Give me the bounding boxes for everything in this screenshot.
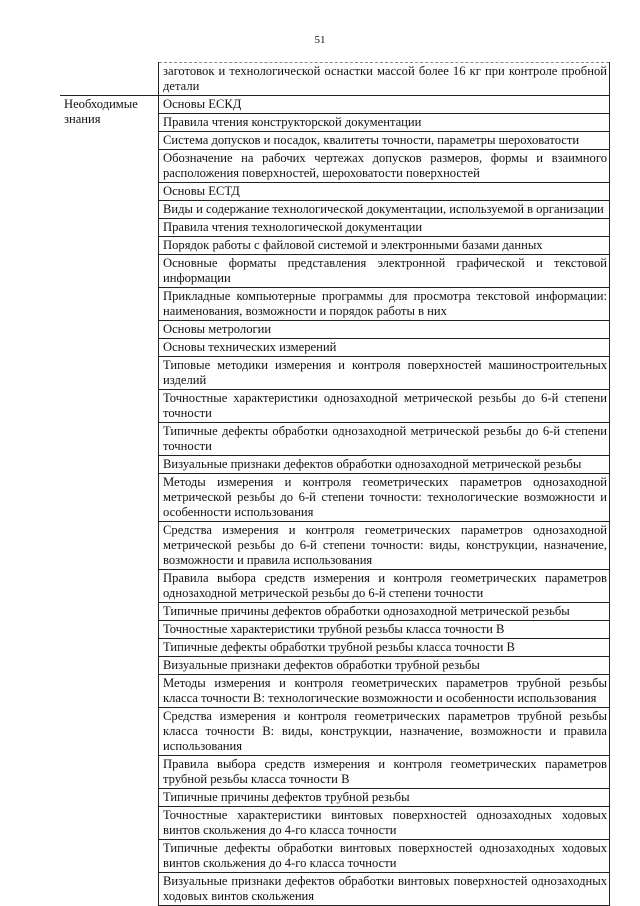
- table-body: [60, 63, 610, 906]
- knowledge-item: Средства измерения и контроля геометрических параметров однозаходной метрической резьбы до 6-й степени точности: виды, конструкции, назначение, возможности и правила использования: [159, 522, 610, 570]
- knowledge-item: Правила чтения конструкторской документации: [159, 114, 610, 132]
- knowledge-item: Средства измерения и контроля геометрических параметров трубной резьбы класса точности B: виды, конструкции, назначение, возможности и правила использования: [159, 708, 610, 756]
- knowledge-table: [60, 62, 610, 906]
- page-number: 51: [314, 34, 326, 46]
- knowledge-item: Основы ЕСТД: [159, 183, 610, 201]
- knowledge-item: Методы измерения и контроля геометрических параметров однозаходной метрической резьбы до 6-й степени точности: технологические возможности и особенности использования: [159, 474, 610, 522]
- knowledge-item: Прикладные компьютерные программы для просмотра текстовой информации: наименования, возможности и порядок работы в них: [159, 288, 610, 321]
- knowledge-item: Порядок работы с файловой системой и электронными базами данных: [159, 237, 610, 255]
- knowledge-item: Основы метрологии: [159, 321, 610, 339]
- knowledge-item: Типичные дефекты обработки винтовых поверхностей однозаходных ходовых винтов скольжения до 4-го класса точности: [159, 840, 610, 873]
- knowledge-item: Основные форматы представления электронной графической и текстовой информации: [159, 255, 610, 288]
- knowledge-item: Типичные дефекты обработки однозаходной метрической резьбы до 6-й степени точности: [159, 423, 610, 456]
- knowledge-item: Типовые методики измерения и контроля поверхностей машиностроительных изделий: [159, 357, 610, 390]
- table-row: [60, 63, 610, 96]
- knowledge-item: Точностные характеристики трубной резьбы класса точности B: [159, 621, 610, 639]
- table-row: [60, 96, 610, 114]
- knowledge-item: Визуальные признаки дефектов обработки однозаходной метрической резьбы: [159, 456, 610, 474]
- knowledge-item: Система допусков и посадок, квалитеты точности, параметры шероховатости: [159, 132, 610, 150]
- knowledge-item: Типичные причины дефектов обработки однозаходной метрической резьбы: [159, 603, 610, 621]
- empty-label-cell: [60, 63, 159, 96]
- continuation-cell: заготовок и технологической оснастки массой более 16 кг при контроле пробной детали: [159, 63, 610, 96]
- knowledge-item: Основы технических измерений: [159, 339, 610, 357]
- knowledge-item: Виды и содержание технологической документации, используемой в организации: [159, 201, 610, 219]
- knowledge-item: Основы ЕСКД: [159, 96, 610, 114]
- knowledge-item: Визуальные признаки дефектов обработки трубной резьбы: [159, 657, 610, 675]
- knowledge-item: Правила выбора средств измерения и контроля геометрических параметров однозаходной метрической резьбы до 6-й степени точности: [159, 570, 610, 603]
- knowledge-item: Точностные характеристики однозаходной метрической резьбы до 6-й степени точности: [159, 390, 610, 423]
- knowledge-item: Визуальные признаки дефектов обработки винтовых поверхностей однозаходных ходовых винтов скольжения: [159, 873, 610, 906]
- knowledge-item: Типичные дефекты обработки трубной резьбы класса точности B: [159, 639, 610, 657]
- knowledge-item: Типичные причины дефектов трубной резьбы: [159, 789, 610, 807]
- knowledge-item: Методы измерения и контроля геометрических параметров трубной резьбы класса точности B: технологические возможности и особенности использования: [159, 675, 610, 708]
- knowledge-item: Точностные характеристики винтовых поверхностей однозаходных ходовых винтов скольжения до 4-го класса точности: [159, 807, 610, 840]
- knowledge-item: Обозначение на рабочих чертежах допусков размеров, формы и взаимного расположения поверхностей, шероховатости поверхностей: [159, 150, 610, 183]
- section-label: Необходимые знания: [60, 96, 159, 906]
- knowledge-item: Правила выбора средств измерения и контроля геометрических параметров трубной резьбы класса точности B: [159, 756, 610, 789]
- knowledge-item: Правила чтения технологической документации: [159, 219, 610, 237]
